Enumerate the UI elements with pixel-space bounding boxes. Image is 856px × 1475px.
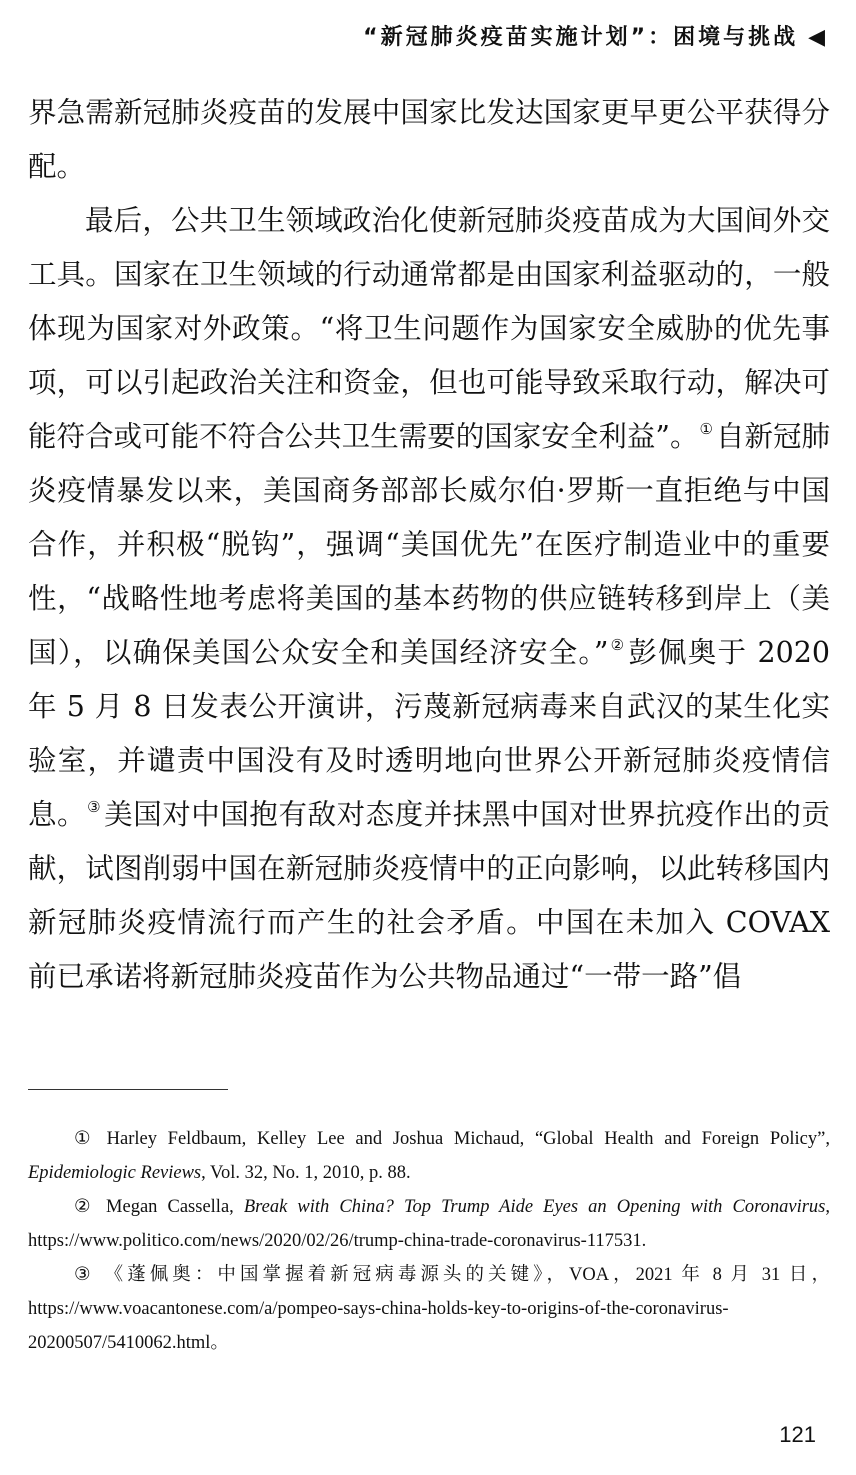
footnote-1-text: Harley Feldbaum, Kelley Lee and Joshua Michaud, “Global Health and Foreign Policy”, <box>106 1129 830 1149</box>
footnote-ref-1[interactable]: ① <box>699 420 713 438</box>
running-header <box>363 20 828 51</box>
footnote-1 <box>28 1122 830 1190</box>
footnote-2 <box>28 1190 830 1258</box>
footnote-2-text: Megan Cassella, <box>106 1197 244 1217</box>
footnote-divider <box>28 1089 228 1090</box>
paragraph-2-sentence-1: 最后，公共卫生领域政治化使新冠肺炎疫苗成为大国间外交工具。国家在卫生领域的行动通常都是由国家利益驱动的，一般体现为国家对外政策。“将卫生问题作为国家安全威胁的优先事项，可以引起政治关注和资金，但也可能导致采取行动，解决可能符合或可能不符合公共卫生需要的国家安全利益”。 <box>28 204 830 453</box>
footnote-3 <box>28 1258 830 1360</box>
footnote-ref-2[interactable]: ② <box>609 636 626 654</box>
footnote-2-number: ② <box>74 1197 97 1217</box>
paragraph-2 <box>28 194 830 1004</box>
paragraph-2-sentence-2: 自新冠肺炎疫情暴发以来，美国商务部部长威尔伯·罗斯一直拒绝与中国合作，并积极“脱钩”，强调“美国优先”在医疗制造业中的重要性，“战略性地考虑将美国的基本药物的供应链转移到岸上（美国），以确保美国公众安全和美国经济安全。” <box>28 420 830 669</box>
footnote-1-italic: Epidemiologic Reviews <box>28 1163 202 1183</box>
running-header-title: “新冠肺炎疫苗实施计划”：困境与挑战 <box>363 25 799 50</box>
left-triangle-icon: ◀ <box>808 25 828 50</box>
footnote-2-italic: Break with China? Top Trump Aide Eyes an Opening with Coronavirus <box>243 1197 826 1217</box>
footnotes <box>28 1122 830 1360</box>
paragraph-2-sentence-3: 彭佩奥于 2020 年 5 月 8 日发表公开演讲，污蔑新冠病毒来自武汉的某生化实验室，并谴责中国没有及时透明地向世界公开新冠肺炎疫情信息。 <box>28 636 831 831</box>
paragraph-2-sentence-4: 美国对中国抱有敌对态度并抹黑中国对世界抗疫作出的贡献，试图削弱中国在新冠肺炎疫情中的正向影响，以此转移国内新冠肺炎疫情流行而产生的社会矛盾。中国在未加入 COVAX 前已承诺将新冠肺炎疫苗作为公共物品通过“一带一路”倡 <box>28 798 830 993</box>
footnote-ref-3[interactable]: ③ <box>87 798 102 816</box>
paragraph-1: 界急需新冠肺炎疫苗的发展中国家比发达国家更早更公平获得分配。 <box>28 96 830 183</box>
page-number: 121 <box>779 1422 816 1447</box>
footnote-1-number: ① <box>74 1129 97 1149</box>
footnote-1-text-end: , Vol. 32, No. 1, 2010, p. 88. <box>201 1163 411 1183</box>
footnote-2-link[interactable]: , https://www.politico.com/news/2020/02/26/trump-china-trade-coronavirus-117531. <box>28 1197 830 1251</box>
footnote-3-number: ③ <box>74 1265 95 1285</box>
body-text <box>28 86 830 1004</box>
footnote-3-text: 《蓬佩奥：中国掌握着新冠病毒源头的关键》，VOA，2021 年 8 月 31 日，https://www.voacantonese.com/a/pompeo-says-china-holds-key-to-origins-of-the-coronavirus-20200507/5410062.html。 <box>28 1265 830 1353</box>
